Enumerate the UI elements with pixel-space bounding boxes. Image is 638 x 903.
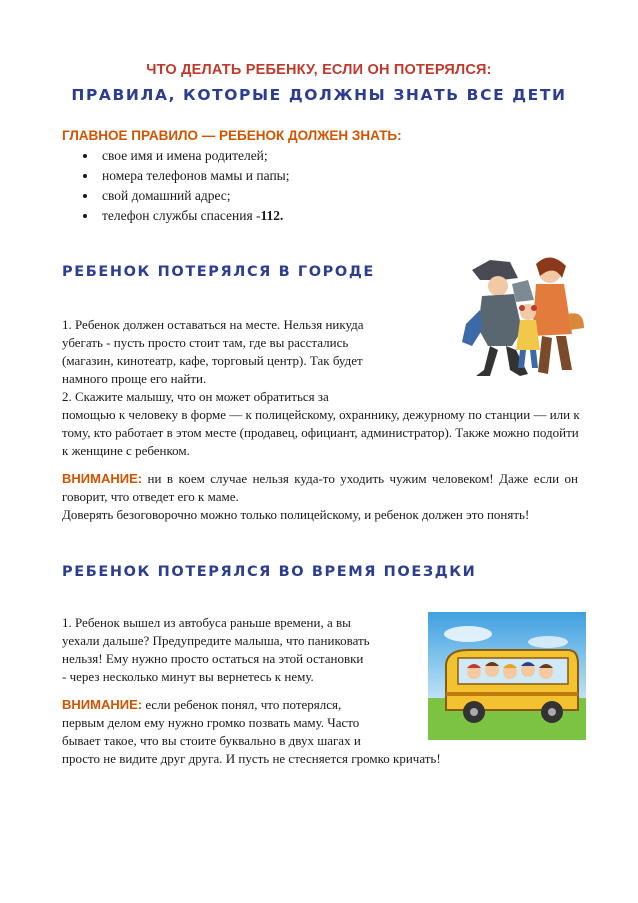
city-paragraph-1: 1. Ребенок должен оставаться на месте. Нельзя никуда убегать - пусть просто стоит там, где вы расстались (магазин, кинотеатр, кафе, торговый центр). Так будет намного проще его найти. 2. Скажите малышу, что он может обратиться за [62, 317, 364, 404]
city-paragraph-2: помощью к человеку в форме — к полицейскому, охраннику, дежурному по станции — или к тому, кто работает в этом месте (продавец, официант, администратор). Также можно подойти к женщине с ребенком. [62, 407, 580, 458]
list-item: • свое имя и имена родителей; [98, 146, 290, 166]
warning-label: ВНИМАНИЕ: [62, 697, 143, 712]
trip-warning: ВНИМАНИЕ: если ребенок понял, что потерялся, первым делом ему нужно громко позвать маму. Часто бывает такое, что вы стоите буквально в двух шагах и просто не видите друг друга. И пусть не стесняется громко кричать! [62, 697, 441, 766]
crowd-illustration [432, 250, 592, 382]
section-heading-trip: РЕБЕНОК ПОТЕРЯЛСЯ ВО ВРЕМЯ ПОЕЗДКИ [62, 564, 477, 580]
page-title: ЧТО ДЕЛАТЬ РЕБЕНКУ, ЕСЛИ ОН ПОТЕРЯЛСЯ: [146, 62, 492, 78]
section-heading-city: РЕБЕНОК ПОТЕРЯЛСЯ В ГОРОДЕ [62, 264, 375, 280]
emergency-number: 112. [260, 208, 284, 223]
warning-label: ВНИМАНИЕ: [62, 471, 143, 486]
main-rule-heading: ГЛАВНОЕ ПРАВИЛО — РЕБЕНОК ДОЛЖЕН ЗНАТЬ: [62, 128, 402, 143]
main-rule-list [62, 146, 290, 226]
city-warning-2: Доверять безоговорочно можно только полицейскому, и ребенок должен это понять! [62, 507, 530, 522]
list-item: • телефон службы спасения -112. [98, 206, 290, 226]
trip-paragraph-1: 1. Ребенок вышел из автобуса раньше времени, а вы уехали дальше? Предупредите малыша, что паниковать нельзя! Ему нужно просто остаться на этой остановки - через несколько минут вы вернетесь к нему. [62, 615, 370, 684]
city-warning: ВНИМАНИЕ: ни в коем случае нельзя куда-то уходить чужим человеком! Даже если он говорит, что отведет его к маме. [62, 471, 578, 504]
lost-child-city-illustration [432, 250, 592, 382]
list-item: • свой домашний адрес; [98, 186, 290, 206]
page-subtitle: ПРАВИЛА, КОТОРЫЕ ДОЛЖНЫ ЗНАТЬ ВСЕ ДЕТИ [71, 86, 567, 104]
list-item: • номера телефонов мамы и папы; [98, 166, 290, 186]
